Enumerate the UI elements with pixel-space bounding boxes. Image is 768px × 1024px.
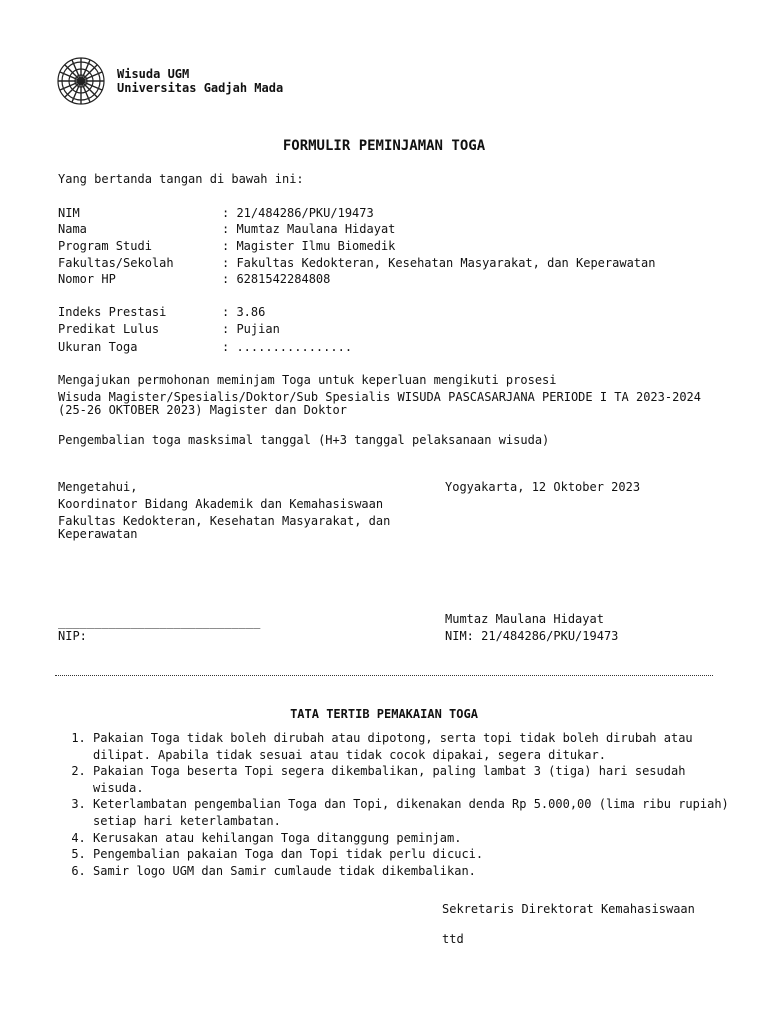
rule-item: 3. Keterlambatan pengembalian Toga dan Topi, dikenakan denda Rp 5.000,00 (lima ribu rupiah) setiap hari keterlambatan. bbox=[93, 796, 733, 829]
signer-name: Mumtaz Maulana Hidayat bbox=[445, 612, 604, 626]
faculty-line-2: Keperawatan bbox=[58, 527, 138, 541]
nip-label: NIP: bbox=[58, 629, 87, 643]
request-line-3: (25-26 OKTOBER 2023) Magister dan Doktor bbox=[58, 403, 347, 417]
faculty-line-1: Fakultas Kedokteran, Kesehatan Masyarakat, dan bbox=[58, 514, 391, 528]
rule-item: 2. Pakaian Toga beserta Topi segera dikembalikan, paling lambat 3 (tiga) hari sesudah wisuda. bbox=[93, 763, 733, 796]
intro-text: Yang bertanda tangan di bawah ini: bbox=[58, 172, 304, 186]
field-value-predikat-lulus: : Pujian bbox=[222, 322, 280, 336]
dotted-divider bbox=[55, 675, 713, 676]
signature-line: ____________________________ bbox=[58, 615, 261, 629]
header-line-1: Wisuda UGM bbox=[117, 67, 190, 81]
footer-signer: Sekretaris Direktorat Kemahasiswaan bbox=[442, 902, 695, 916]
coordinator-title: Koordinator Bidang Akademik dan Kemahasiswaan bbox=[58, 497, 384, 511]
field-value-indeks-prestasi: : 3.86 bbox=[222, 305, 266, 319]
field-value-nama: : Mumtaz Maulana Hidayat bbox=[222, 222, 396, 236]
rules-list bbox=[58, 730, 733, 879]
return-note: Pengembalian toga masksimal tanggal (H+3 tanggal pelaksanaan wisuda) bbox=[58, 433, 550, 447]
field-value-nomor-hp: : 6281542284808 bbox=[222, 272, 331, 286]
rule-item: 5. Pengembalian pakaian Toga dan Topi tidak perlu dicuci. bbox=[93, 846, 733, 863]
request-line-2: Wisuda Magister/Spesialis/Doktor/Sub Spesialis WISUDA PASCASARJANA PERIODE I TA 2023-2024 bbox=[58, 390, 701, 404]
rule-item: 4. Kerusakan atau kehilangan Toga ditanggung peminjam. bbox=[93, 830, 733, 847]
field-value-ukuran-toga: : ................ bbox=[222, 340, 353, 354]
field-label-ukuran-toga: Ukuran Toga bbox=[58, 340, 138, 354]
field-value-fakultas: : Fakultas Kedokteran, Kesehatan Masyarakat, dan Keperawatan bbox=[222, 256, 656, 270]
field-label-nomor-hp: Nomor HP bbox=[58, 272, 116, 286]
rule-item: 1. Pakaian Toga tidak boleh dirubah atau dipotong, serta topi tidak boleh dirubah atau dilipat. Apabila tidak sesuai atau tidak cocok dipakai, segera ditukar. bbox=[93, 730, 733, 763]
rules-title: TATA TERTIB PEMAKAIAN TOGA bbox=[290, 707, 478, 721]
field-label-indeks-prestasi: Indeks Prestasi bbox=[58, 305, 167, 319]
field-value-nim: : 21/484286/PKU/19473 bbox=[222, 206, 374, 220]
acknowledged-label: Mengetahui, bbox=[58, 480, 138, 494]
field-label-nim: NIM bbox=[58, 206, 80, 220]
place-date: Yogyakarta, 12 Oktober 2023 bbox=[445, 480, 641, 494]
field-value-program-studi: : Magister Ilmu Biomedik bbox=[222, 239, 396, 253]
field-label-predikat-lulus: Predikat Lulus bbox=[58, 322, 160, 336]
page-title: FORMULIR PEMINJAMAN TOGA bbox=[282, 138, 486, 154]
signer-nim: NIM: 21/484286/PKU/19473 bbox=[445, 629, 619, 643]
field-label-program-studi: Program Studi bbox=[58, 239, 152, 253]
rule-item: 6. Samir logo UGM dan Samir cumlaude tidak dikembalikan. bbox=[93, 863, 733, 880]
header-line-2: Universitas Gadjah Mada bbox=[117, 81, 284, 95]
request-line-1: Mengajukan permohonan meminjam Toga untuk keperluan mengikuti prosesi bbox=[58, 373, 557, 387]
field-label-nama: Nama bbox=[58, 222, 87, 236]
field-label-fakultas: Fakultas/Sekolah bbox=[58, 256, 174, 270]
ugm-seal-logo-icon bbox=[56, 56, 106, 106]
footer-ttd: ttd bbox=[442, 932, 464, 946]
